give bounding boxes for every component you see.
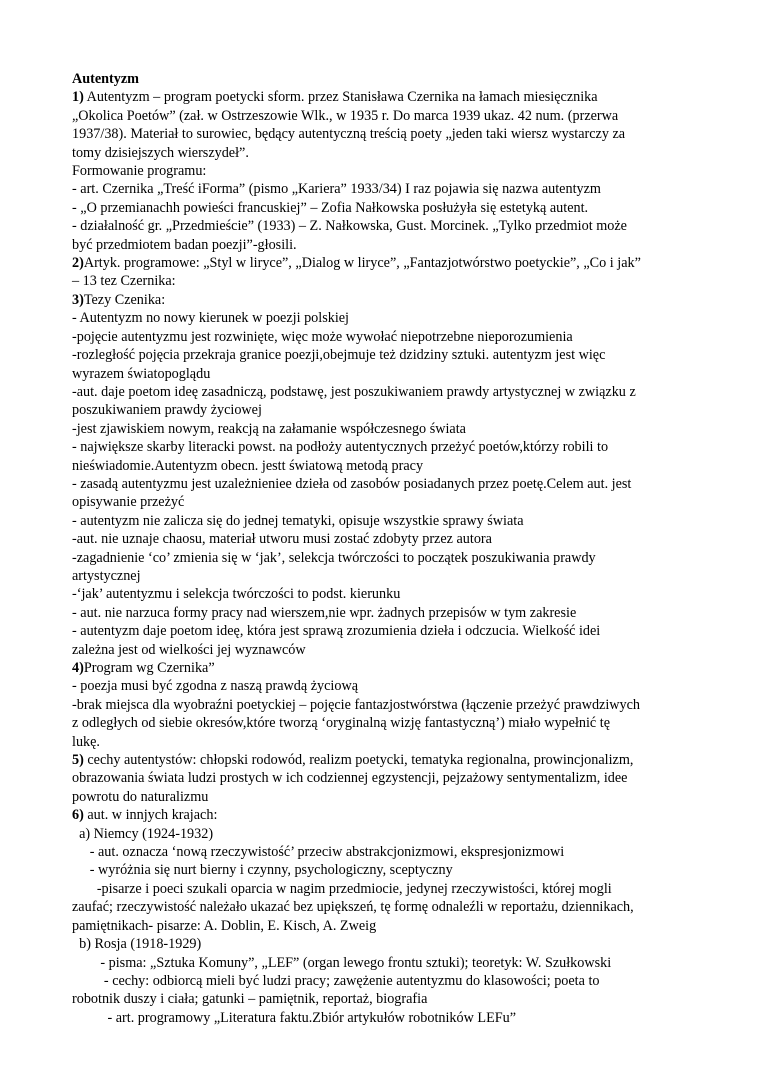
line-text: -‘jak’ autentyzmu i selekcja twórczości to podst. kierunku: [72, 586, 401, 603]
line-text: a) Niemcy (1924-1932): [72, 825, 214, 842]
line-text: pamiętnikach- pisarze: A. Doblin, E. Kisch, A. Zweig: [72, 917, 377, 934]
line-text: – 13 tez Czernika:: [72, 273, 176, 290]
line-text: - zasadą autentyzmu jest uzależnieniee dzieła od zasobów posiadanych przez poetę.Celem aut. jest: [72, 475, 632, 492]
text-line: [72, 954, 692, 972]
line-text: Tezy Czenika:: [83, 291, 166, 308]
line-text: artystycznej: [72, 567, 141, 584]
text-line: [72, 291, 692, 309]
text-line: [72, 972, 692, 990]
line-text: „Okolica Poetów” (zał. w Ostrzeszowie Wlk., w 1935 r. Do marca 1939 ukaz. 42 num. (przerwa: [72, 107, 619, 124]
line-text: -pojęcie autentyzmu jest rozwinięte, więc może wywołać niepotrzebne nieporozumienia: [72, 328, 573, 345]
line-text: - największe skarby literacki powst. na podłoży autentycznych przeżyć poetów,którzy robili to: [72, 439, 609, 456]
line-text: 1937/38). Materiał to surowiec, będący autentyczną treścią poety „jeden taki wiersz wystarczy za: [72, 126, 626, 143]
section-number: 5): [72, 752, 84, 769]
text-line: [72, 438, 692, 456]
line-text: Autentyzm – program poetycki sform. przez Stanisława Czernika na łamach miesięcznika: [83, 89, 598, 106]
line-text: -zagadnienie ‘co’ zmienia się w ‘jak’, selekcja twórczości to początek poszukiwania prawdy: [72, 549, 596, 566]
section-number: 6): [72, 807, 84, 824]
text-line: [72, 383, 692, 401]
text-line: [72, 622, 692, 640]
line-text: nieświadomie.Autentyzm obecn. jestt światową metodą pracy: [72, 457, 424, 474]
text-line: [72, 180, 692, 198]
text-line: [72, 328, 692, 346]
line-text: zależna jest od wielkości jej wyznawców: [72, 641, 306, 658]
line-text: - autentyzm nie zalicza się do jednej tematyki, opisuje wszystkie sprawy świata: [72, 512, 524, 529]
line-text: - aut. oznacza ‘nową rzeczywistość’ przeciw abstrakcjonizmowi, ekspresjonizmowi: [72, 844, 565, 861]
document-body: [72, 88, 692, 1027]
line-text: cechy autentystów: chłopski rodowód, realizm poetycki, tematyka regionalna, prowincjonalizm,: [83, 752, 634, 769]
text-line: [72, 125, 692, 143]
text-line: [72, 917, 692, 935]
line-text: -brak miejsca dla wyobraźni poetyckiej – pojęcie fantazjostwórstwa (łączenie przeżyć prawdziwych: [72, 696, 641, 713]
text-line: [72, 217, 692, 235]
text-line: [72, 733, 692, 751]
line-text: - działalność gr. „Przedmieście” (1933) – Z. Nałkowska, Gust. Morcinek. „Tylko przedmiot może: [72, 218, 627, 235]
line-text: być przedmiotem badan poezji”-głosili.: [72, 236, 297, 253]
text-line: [72, 346, 692, 364]
text-line: [72, 1009, 692, 1027]
text-line: [72, 641, 692, 659]
text-line: [72, 935, 692, 953]
text-line: [72, 585, 692, 603]
line-text: Program wg Czernika”: [83, 660, 215, 676]
section-number: 3): [72, 291, 84, 308]
text-line: [72, 420, 692, 438]
line-text: b) Rosja (1918-1929): [72, 936, 202, 953]
line-text: - art. Czernika „Treść iForma” (pismo „Kariera” 1933/34) I raz pojawia się nazwa autentyzm: [72, 181, 601, 198]
text-line: [72, 236, 692, 254]
text-line: [72, 898, 692, 916]
line-text: - cechy: odbiorcą mieli być ludzi pracy; zawężenie autentyzmu do klasowości; poeta to: [72, 972, 600, 989]
line-text: - art. programowy „Literatura faktu.Zbiór artykułów robotników LEFu”: [72, 1009, 517, 1026]
text-line: [72, 401, 692, 419]
line-text: robotnik duszy i ciała; gatunki – pamiętnik, reportaż, biografia: [72, 991, 428, 1008]
text-line: [72, 162, 692, 180]
line-text: wyrazem światopoglądu: [72, 365, 211, 382]
text-line: [72, 457, 692, 475]
line-text: aut. w innjych krajach:: [83, 807, 218, 824]
line-text: opisywanie przeżyć: [72, 494, 185, 511]
text-line: [72, 825, 692, 843]
text-line: [72, 365, 692, 383]
text-line: [72, 861, 692, 879]
line-text: poszukiwaniem prawdy życiowej: [72, 402, 262, 419]
text-line: [72, 199, 692, 217]
section-number: 1): [72, 89, 84, 106]
text-line: [72, 714, 692, 732]
text-line: [72, 843, 692, 861]
text-line: [72, 659, 692, 677]
text-line: [72, 309, 692, 327]
section-number: 2): [72, 255, 84, 272]
text-line: [72, 567, 692, 585]
line-text: Formowanie programu:: [72, 163, 207, 180]
line-text: obrazowania świata ludzi prostych w ich codziennej egzystencji, pejzażowy sentymentalizm, idee: [72, 770, 628, 787]
line-text: - wyróżnia się nurt bierny i czynny, psychologiczny, sceptyczny: [72, 862, 453, 879]
text-line: [72, 696, 692, 714]
document-page: [72, 70, 692, 1027]
text-line: [72, 88, 692, 106]
text-line: [72, 144, 692, 162]
text-line: [72, 751, 692, 769]
text-line: [72, 806, 692, 824]
line-text: -rozległość pojęcia przekraja granice poezji,obejmuje też dzidziny sztuki. autentyzm jest więc: [72, 347, 606, 364]
text-line: [72, 549, 692, 567]
line-text: - pisma: „Sztuka Komuny”, „LEF” (organ lewego frontu sztuki); teoretyk: W. Szułkowski: [72, 954, 612, 971]
document-title: Autentyzm: [72, 71, 139, 87]
line-text: -aut. nie uznaje chaosu, materiał utworu musi zostać zdobyty przez autora: [72, 531, 492, 548]
text-line: [72, 254, 692, 272]
line-text: lukę.: [72, 733, 100, 750]
text-line: [72, 769, 692, 787]
line-text: - Autentyzm no nowy kierunek w poezji polskiej: [72, 310, 349, 327]
text-line: [72, 493, 692, 511]
text-line: [72, 530, 692, 548]
line-text: - „O przemianachh powieści francuskiej” – Zofia Nałkowska posłużyła się estetyką autent.: [72, 199, 589, 216]
text-line: [72, 475, 692, 493]
line-text: - aut. nie narzuca formy pracy nad wierszem,nie wpr. żadnych przepisów w tym zakresie: [72, 604, 577, 621]
line-text: - poezja musi być zgodna z naszą prawdą życiową: [72, 678, 358, 695]
line-text: - autentyzm daje poetom ideę, która jest sprawą zrozumienia dzieła i odczucia. Wielkość idei: [72, 623, 601, 640]
text-line: [72, 880, 692, 898]
line-text: -jest zjawiskiem nowym, reakcją na załamanie współczesnego świata: [72, 420, 466, 437]
line-text: zaufać; rzeczywistość należało ukazać bez upiększeń, tę formę odnaleźli w reportażu, dziennikach,: [72, 899, 634, 916]
line-text: z odległych od siebie okresów,które tworzą ‘oryginalną wizję fantastyczną’) miało wypełnić tę: [72, 715, 611, 732]
line-text: powrotu do naturalizmu: [72, 788, 209, 805]
line-text: tomy dzisiejszych wierszydeł”.: [72, 144, 249, 161]
text-line: [72, 788, 692, 806]
text-line: [72, 512, 692, 530]
text-line: [72, 677, 692, 695]
text-line: [72, 604, 692, 622]
text-line: [72, 272, 692, 290]
line-text: -aut. daje poetom ideę zasadniczą, podstawę, jest poszukiwaniem prawdy artystycznej w związku z: [72, 383, 636, 400]
text-line: [72, 107, 692, 125]
line-text: -pisarze i poeci szukali oparcia w nagim przedmiocie, jedynej rzeczywistości, której mogli: [72, 880, 612, 897]
section-number: 4): [72, 660, 84, 676]
line-text: Artyk. programowe: „Styl w liryce”, „Dialog w liryce”, „Fantazjotwórstwo poetyckie”, „Co i jak”: [83, 255, 641, 272]
text-line: [72, 990, 692, 1008]
